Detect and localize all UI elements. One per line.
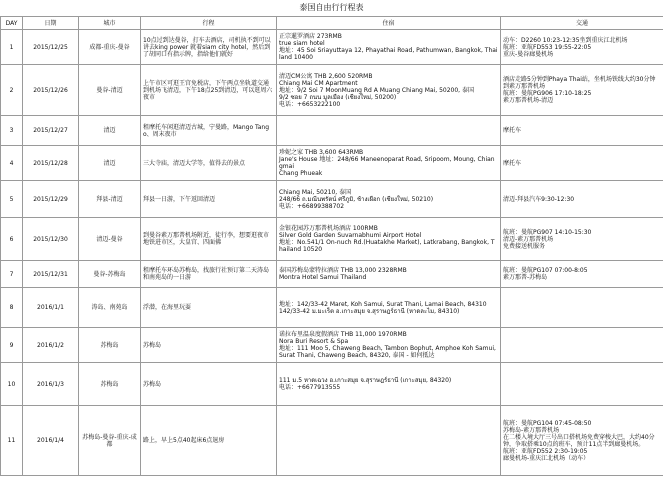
cell-day: 5 (1, 181, 23, 218)
cell-date: 2015/12/30 (23, 218, 79, 261)
cell-city: 苏梅岛 (79, 363, 141, 406)
cell-day: 1 (1, 30, 23, 65)
table-row (1, 288, 663, 328)
cell-lodging (277, 116, 501, 146)
cell-itinerary: 苏梅岛 (141, 363, 277, 406)
cell-lodging: 诺拉布里温泉度假酒店 THB 11,000 1970RMB Nora Buri Resort & Spa 地址：111 Moo 5, Chaweng Beach, Tambon Bophut, Amphoe Koh Samui, Surat Thani, Chaweng Beach, 84320, 泰国 - 如何抵达 (277, 328, 501, 363)
cell-lodging: 清迈CM公寓 THB 2,600 520RMB Chiang Mai CM Apartment 地址：9/2 Soi 7 MoonMuang Rd A Muang Chiang Mai, 50200, 泰国 9/2 ซอย 7 ถนน มูลเมือง (เชียงใหม่, 50200) 电话：+6653222100 (277, 65, 501, 116)
cell-day: 9 (1, 328, 23, 363)
cell-date: 2015/12/29 (23, 181, 79, 218)
cell-city: 清迈 (79, 116, 141, 146)
cell-lodging: 正宗暹罗酒店 273RMB true siam hotel 地址：45 Soi Sriayuttaya 12, Phayathai Road, Pathumwan, Bangkok, Thailand 10400 (277, 30, 501, 65)
cell-city: 成都-重庆-曼谷 (79, 30, 141, 65)
cell-lodging: Chiang Mai, 50210, 泰国 248/66 ถ.มณีนพรัตน์ ศรีภูมิ, ช้างเผือก (เชียงใหม่, 50210) 电话：+66899388702 (277, 181, 501, 218)
cell-lodging (277, 406, 501, 476)
cell-itinerary: 上午市区可逛王宫免税店，下午两点坐轨道交通到机场飞清迈，下午18点25到清迈，可以逛周六夜市 (141, 65, 277, 116)
cell-transport: 动车：D2260 10:23-12:35坐到重庆江北机场 航班：亚航FD553 19:55-22:05 重庆-曼谷廊曼机场 (501, 30, 663, 65)
cell-transport: 摩托车 (501, 146, 663, 181)
cell-transport (501, 328, 663, 363)
cell-itinerary: 租摩托车闲逛清迈古城，宁曼路，Mango Tango、周末夜市 (141, 116, 277, 146)
cell-itinerary: 浮潜，在海里玩耍 (141, 288, 277, 328)
cell-itinerary: 苏梅岛 (141, 328, 277, 363)
table-row (1, 406, 663, 476)
table-row (1, 181, 663, 218)
cell-lodging: 地址：142/33-42 Maret, Koh Samui, Surat Thani, Lamai Beach, 84310 142/33-42 ม.มะเร็ต อ.เกาะสมุย จ.สุราษฎร์ธานี (หาดละไม, 84310) (277, 288, 501, 328)
cell-day: 8 (1, 288, 23, 328)
cell-transport: 航班：曼航PG104 07:45-08:50 苏梅岛-素万那普机场 在二楼入境大厅三号出口搭机场免费穿梭大巴，大约40分钟，争取搭乘10点的班车，预计11点半到廊曼机场。 航班：亚航FD552 2:30-19:05 廊曼机场-重庆江北机场（动车） (501, 406, 663, 476)
table-row (1, 363, 663, 406)
cell-date: 2015/12/26 (23, 65, 79, 116)
cell-itinerary: 10点过到达曼谷，打车去酒店，司机执不到可以讲去king power 就着siam city hotel，然后到了胡同口有指示牌，指给他们就好 (141, 30, 277, 65)
cell-transport: 摩托车 (501, 116, 663, 146)
cell-day: 2 (1, 65, 23, 116)
cell-city: 曼谷-苏梅岛 (79, 261, 141, 288)
cell-itinerary: 到曼谷素万那普机场附近，徒行李，想要逛夜市地铁进市区，大皇宫、四面佛 (141, 218, 277, 261)
cell-transport: 酒店走路5分钟到Phaya Thai站，坐机场铁线大约30分钟到素万那普机场 航班：曼航PG906 17:10-18:25 素万那普机场-清迈 (501, 65, 663, 116)
cell-itinerary: 拜县一日游，下午返回清迈 (141, 181, 277, 218)
header-city: 城市 (79, 17, 141, 30)
cell-transport (501, 288, 663, 328)
cell-city: 拜县-清迈 (79, 181, 141, 218)
cell-transport: 航班：曼航PG907 14:10-15:30 清迈-素万那普机场 免费接送机服务 (501, 218, 663, 261)
cell-day: 6 (1, 218, 23, 261)
table-row (1, 30, 663, 65)
header-day: DAY (1, 17, 23, 30)
header-itinerary: 行程 (141, 17, 277, 30)
cell-city: 曼谷-清迈 (79, 65, 141, 116)
header-transport: 交通 (501, 17, 663, 30)
cell-date: 2016/1/2 (23, 328, 79, 363)
cell-date: 2015/12/25 (23, 30, 79, 65)
cell-day: 3 (1, 116, 23, 146)
cell-day: 10 (1, 363, 23, 406)
cell-lodging: 金银花园苏万那普机场酒店 100RMB Silver Gold Garden Suvarnabhumi Airport Hotel 地址：No.541/1 On-nuch Rd.(Huatakhe Market), Latkrabang, Bangkok, Thailand 10520 (277, 218, 501, 261)
cell-date: 2016/1/4 (23, 406, 79, 476)
cell-itinerary: 租摩托车环岛苏梅岛，找旅行社预订第二天涛岛和南苑岛的一日游 (141, 261, 277, 288)
cell-date: 2015/12/27 (23, 116, 79, 146)
itinerary-table (0, 16, 663, 476)
cell-date: 2015/12/31 (23, 261, 79, 288)
sheet-title: 泰国自由行行程表 (299, 3, 364, 12)
cell-day: 11 (1, 406, 23, 476)
header-row (1, 17, 663, 30)
cell-lodging: 泰国苏梅岛蒙特拉酒店 THB 13,000 2328RMB Montra Hotel Samui Thailand (277, 261, 501, 288)
cell-transport: 清迈-拜县汽车9:30-12:30 (501, 181, 663, 218)
table-row (1, 116, 663, 146)
cell-itinerary: 路上，早上5点40起床6点退房 (141, 406, 277, 476)
table-row (1, 328, 663, 363)
cell-lodging: 111 ม.5 หาดเฉวง อ.เกาะสมุย จ.สุราษฎร์ธานี (เกาะสมุย, 84320) 电话：+6677913555 (277, 363, 501, 406)
header-lodging: 住宿 (277, 17, 501, 30)
cell-transport: 航班：曼航PG107 07:00-8:05 素万那普-苏梅岛 (501, 261, 663, 288)
cell-city: 涛岛、南苑岛 (79, 288, 141, 328)
table-row (1, 65, 663, 116)
cell-city: 苏梅岛-曼谷-重庆-成都 (79, 406, 141, 476)
cell-city: 苏梅岛 (79, 328, 141, 363)
cell-itinerary: 三大寺庙，清迈大学等，值得去的景点 (141, 146, 277, 181)
cell-day: 7 (1, 261, 23, 288)
cell-date: 2016/1/3 (23, 363, 79, 406)
cell-day: 4 (1, 146, 23, 181)
cell-city: 清迈-曼谷 (79, 218, 141, 261)
table-row (1, 218, 663, 261)
cell-date: 2016/1/1 (23, 288, 79, 328)
table-row (1, 261, 663, 288)
cell-transport (501, 363, 663, 406)
table-row (1, 146, 663, 181)
cell-city: 清迈 (79, 146, 141, 181)
header-date: 日期 (23, 17, 79, 30)
cell-date: 2015/12/28 (23, 146, 79, 181)
cell-lodging: 珍妮之家 THB 3,600 643RMB Jane's House 地址：248/66 Maneenoparat Road, Sripoom, Moung, Chiangmai Chang Phueak (277, 146, 501, 181)
